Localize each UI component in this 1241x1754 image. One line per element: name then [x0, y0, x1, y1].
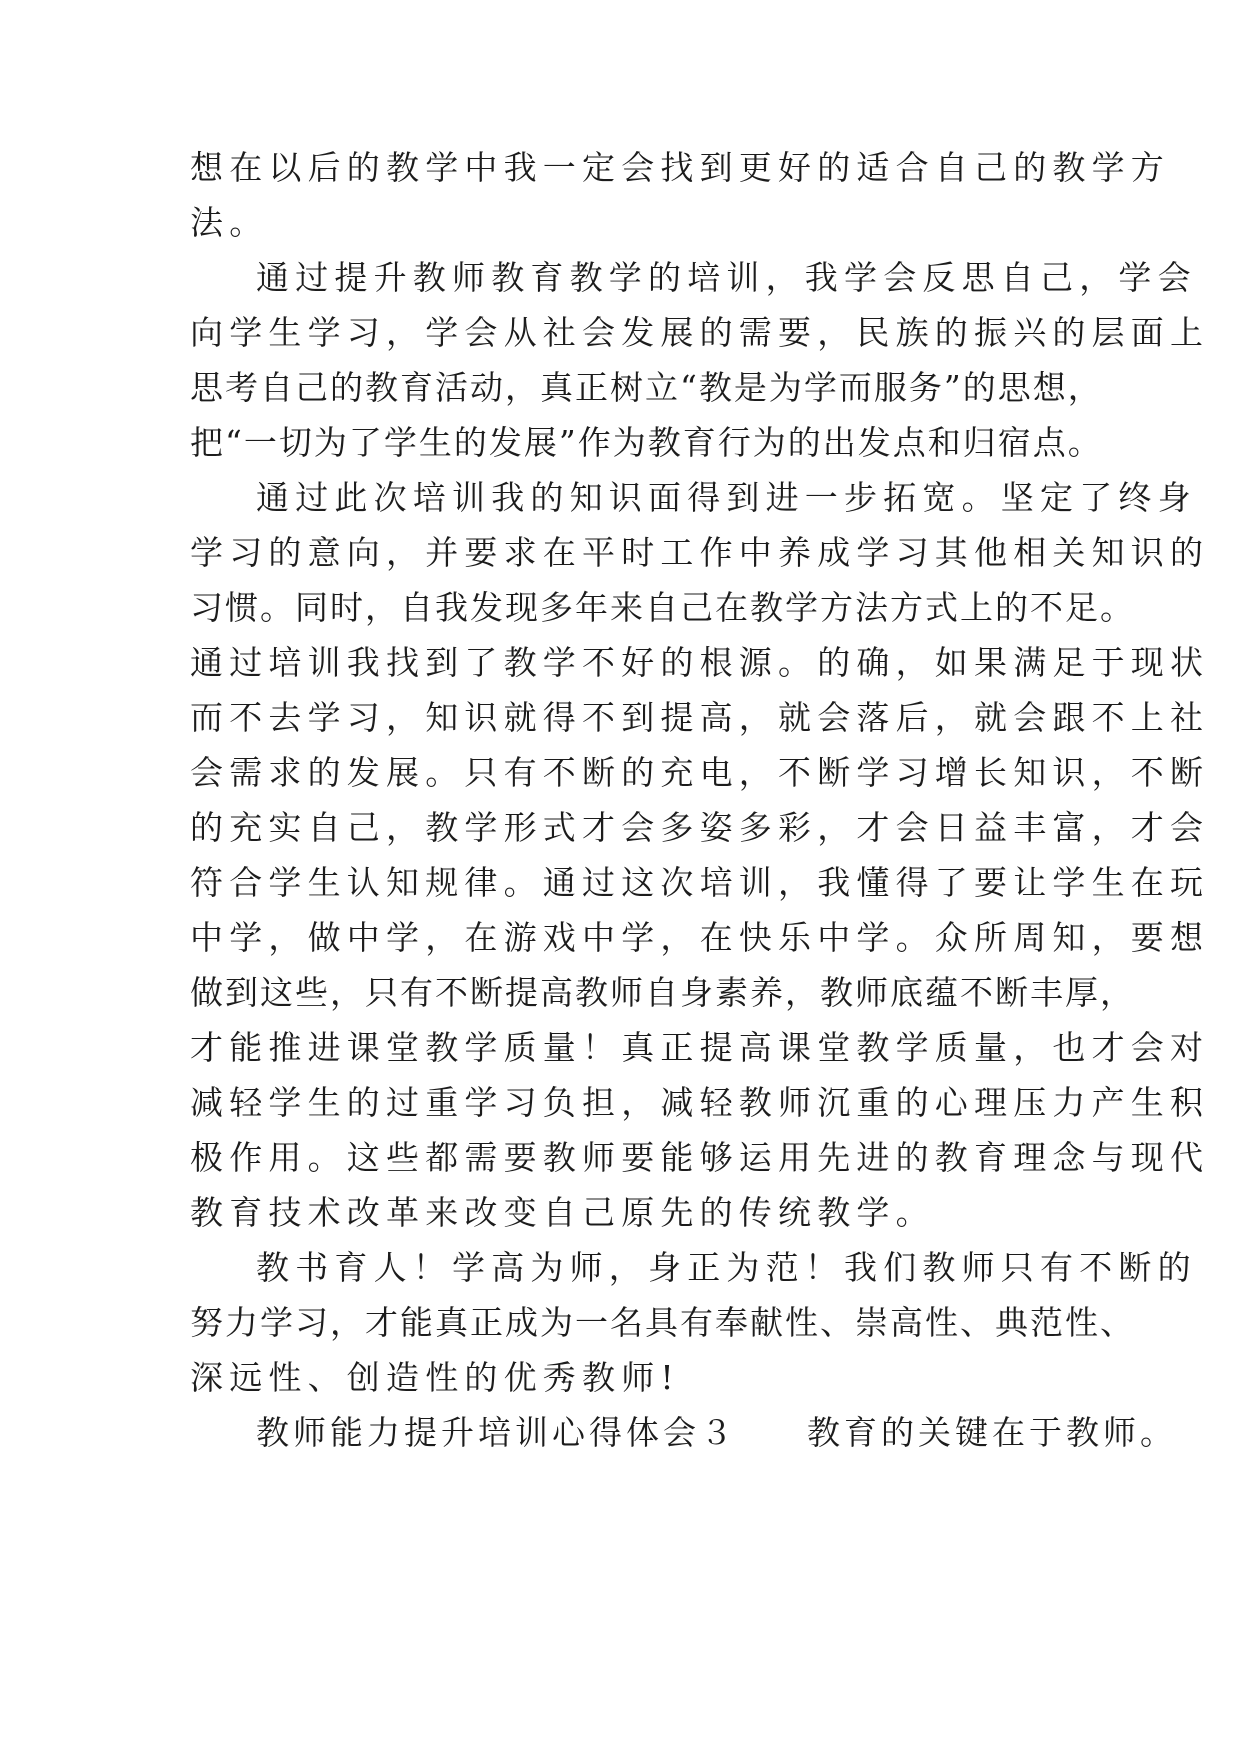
text-line: 的充实自己，教学形式才会多姿多彩，才会日益丰富，才会 — [190, 808, 1210, 847]
text-line: 法。 — [190, 203, 269, 242]
section-heading: 教师能力提升培训心得体会３ — [256, 1413, 737, 1452]
text-line: 通过培训我找到了教学不好的根源。的确，如果满足于现状 — [190, 643, 1210, 682]
text-line: 极作用。这些都需要教师要能够运用先进的教育理念与现代 — [190, 1138, 1210, 1177]
text-line: 符合学生认知规律。通过这次培训，我懂得了要让学生在玩 — [190, 863, 1210, 902]
text-line: 努力学习，才能真正成为一名具有奉献性、崇高性、典范性、 — [190, 1303, 1135, 1342]
text-line: 减轻学生的过重学习负担，减轻教师沉重的心理压力产生积 — [190, 1083, 1210, 1122]
text-line: 而不去学习，知识就得不到提高，就会落后，就会跟不上社 — [190, 698, 1210, 737]
section-heading-line — [256, 1413, 1177, 1453]
text-line: 想在以后的教学中我一定会找到更好的适合自己的教学方 — [190, 148, 1170, 187]
section-lead-sentence: 教育的关键在于教师。 — [807, 1413, 1177, 1452]
text-line: 思考自己的教育活动，真正树立“教是为学而服务”的思想， — [190, 368, 1103, 407]
text-line: 深远性、创造性的优秀教师! — [190, 1358, 680, 1397]
text-line: 通过提升教师教育教学的培训，我学会反思自己，学会 — [256, 258, 1197, 297]
text-line: 做到这些，只有不断提高教师自身素养，教师底蕴不断丰厚， — [190, 973, 1135, 1012]
text-line: 教育技术改革来改变自己原先的传统教学。 — [190, 1193, 935, 1232]
text-line: 教书育人！学高为师，身正为范！我们教师只有不断的 — [256, 1248, 1197, 1287]
text-line: 中学，做中学，在游戏中学，在快乐中学。众所周知，要想 — [190, 918, 1210, 957]
text-line: 习惯。同时，自我发现多年来自己在教学方法方式上的不足。 — [190, 588, 1135, 627]
text-line: 会需求的发展。只有不断的充电，不断学习增长知识，不断 — [190, 753, 1210, 792]
text-line: 把“一切为了学生的发展”作为教育行为的出发点和归宿点。 — [190, 423, 1103, 462]
text-line: 学习的意向，并要求在平时工作中养成学习其他相关知识的 — [190, 533, 1210, 572]
text-line: 才能推进课堂教学质量！真正提高课堂教学质量，也才会对 — [190, 1028, 1210, 1067]
text-line: 向学生学习，学会从社会发展的需要，民族的振兴的层面上 — [190, 313, 1210, 352]
text-line: 通过此次培训我的知识面得到进一步拓宽。坚定了终身 — [256, 478, 1197, 517]
